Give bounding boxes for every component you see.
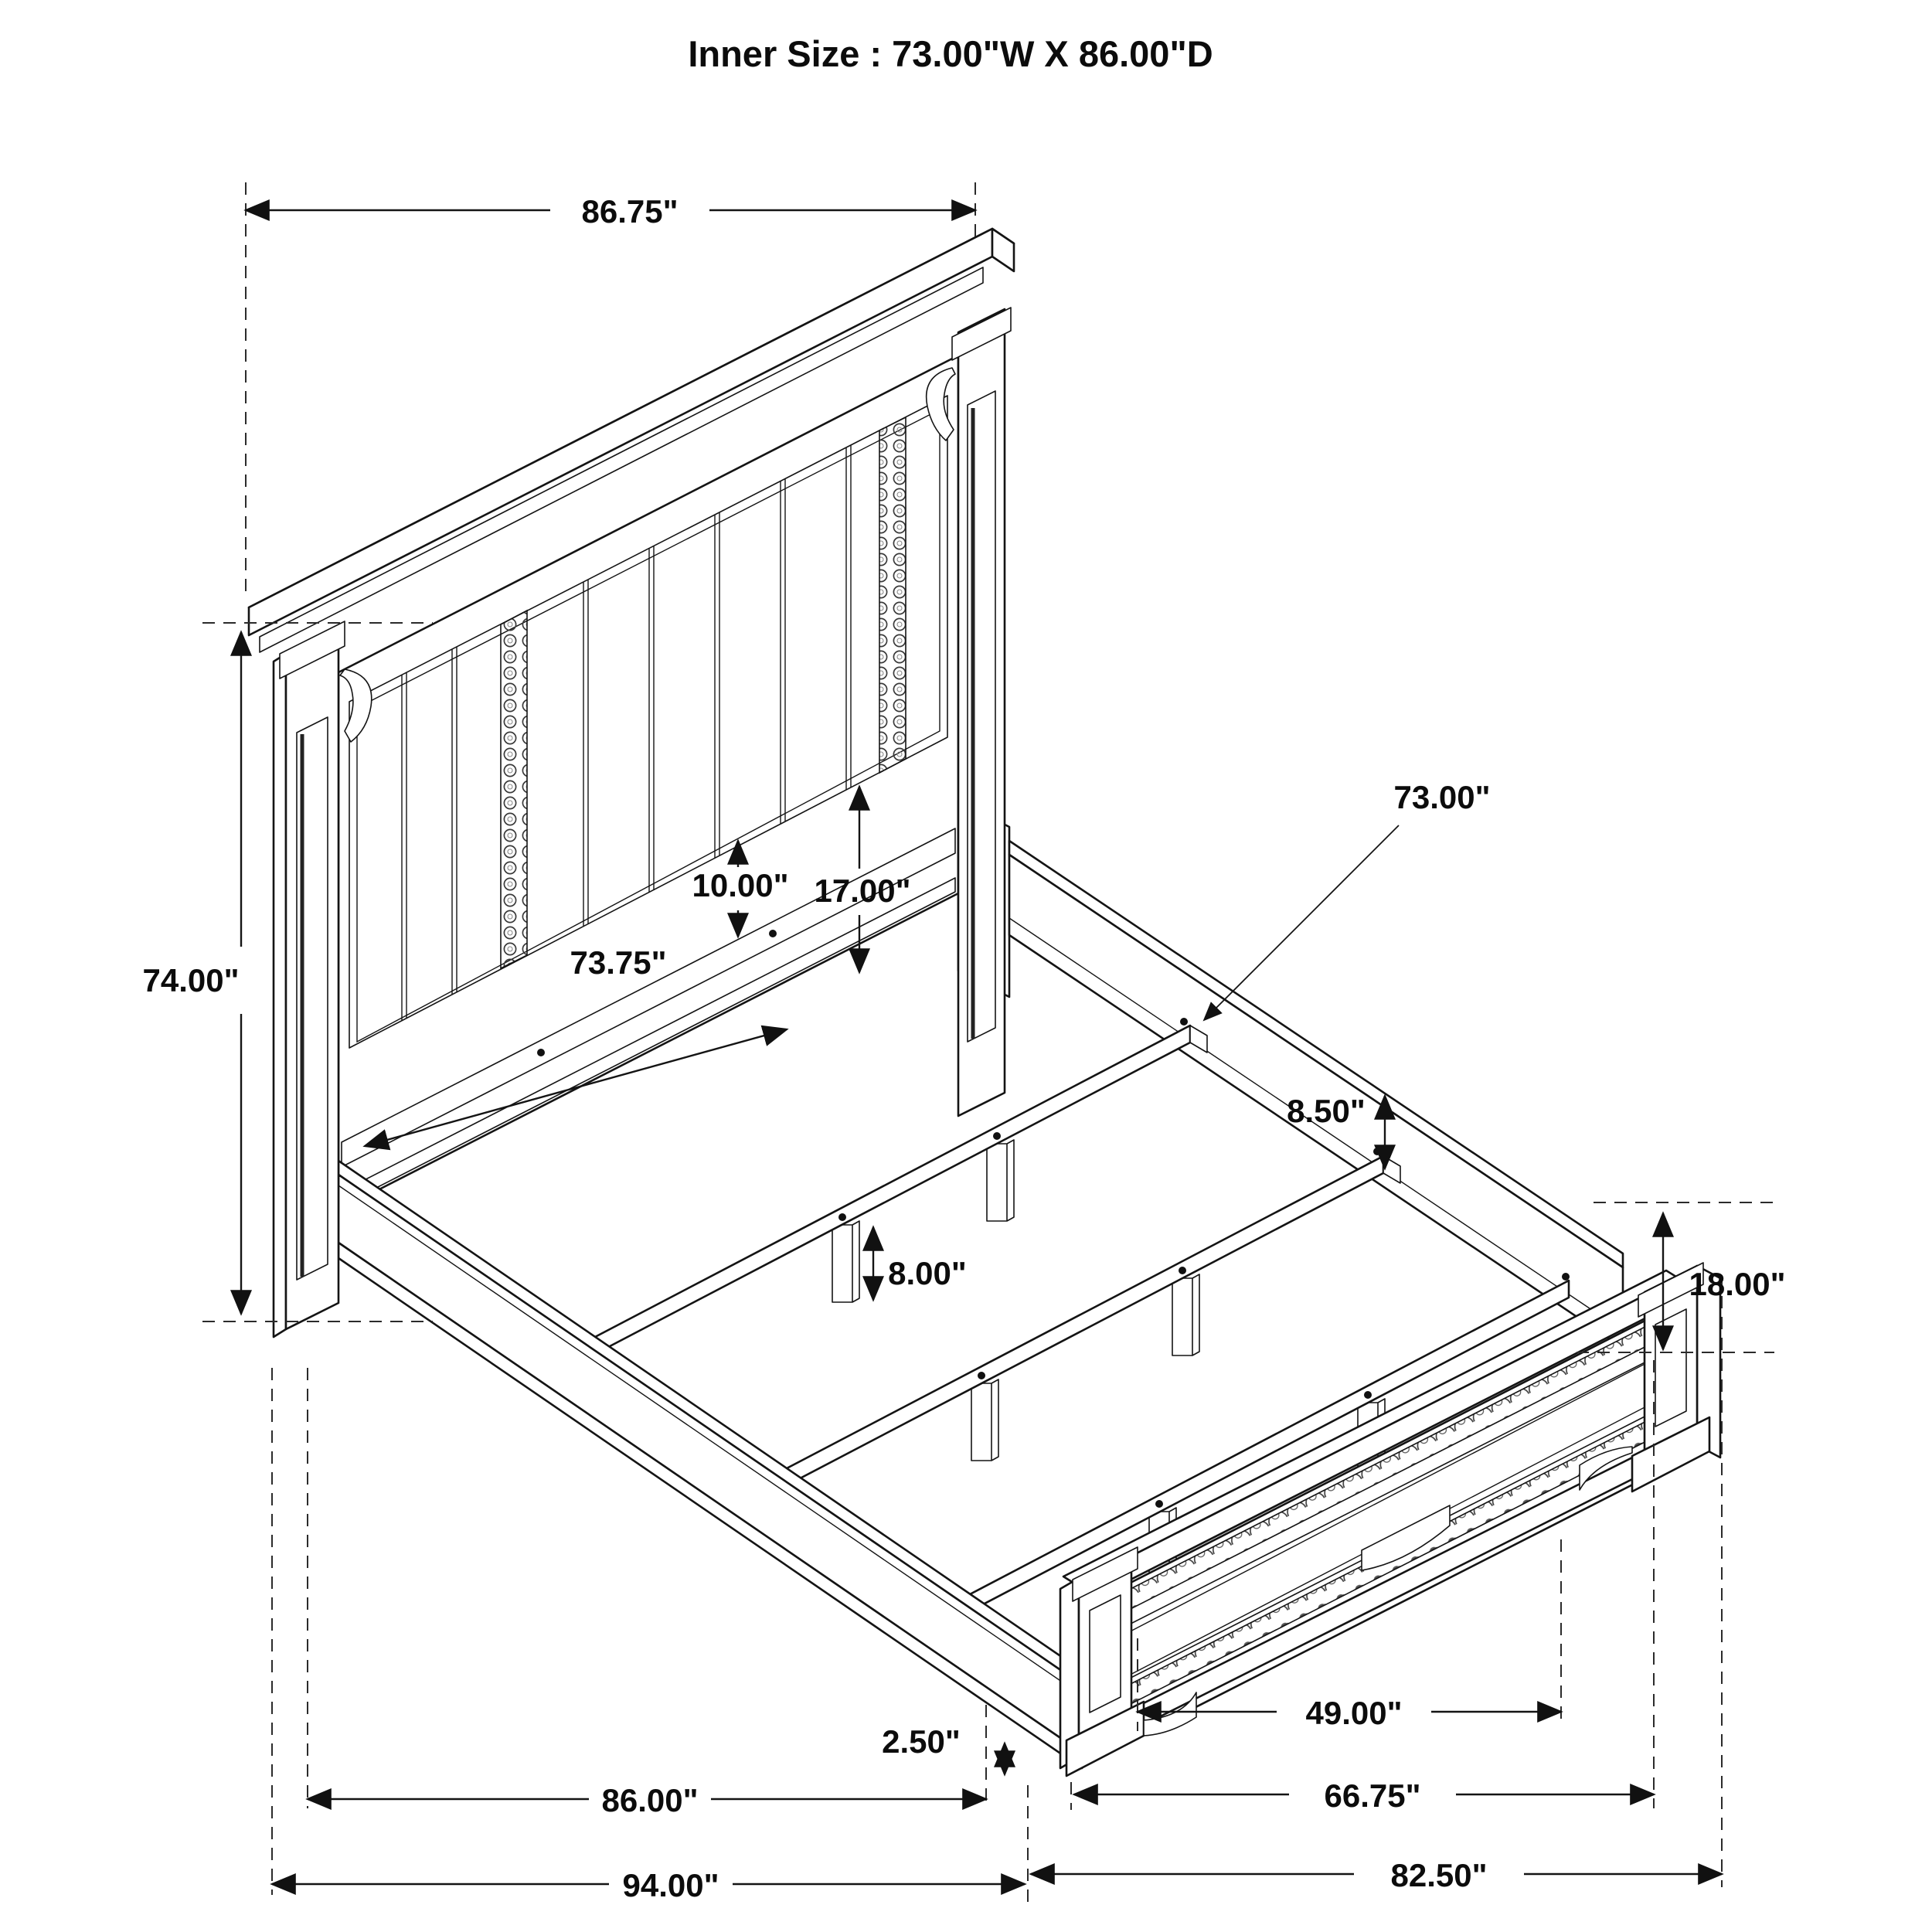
dim-label-cleat-to-rail: 17.00": [814, 872, 911, 909]
dim-label-cleat-length: 73.75": [570, 944, 667, 981]
dim-cross-rail-length: [1204, 779, 1491, 1020]
headboard-rope-column-left: [501, 611, 527, 968]
headboard-rope-column-right: [879, 417, 906, 773]
dim-label-cross-rail-length: 73.00": [1393, 779, 1491, 815]
dim-label-frame-depth: 86.00": [601, 1782, 699, 1818]
dim-headboard-width: [246, 193, 975, 230]
dim-label-footboard-outer-width: 82.50": [1390, 1857, 1488, 1893]
dim-support-leg-height: [873, 1227, 967, 1300]
dim-footboard-inner-width: [1074, 1777, 1654, 1814]
dim-label-side-rail-height: 8.50": [1287, 1093, 1366, 1129]
dim-label-footboard-inner-width: 66.75": [1324, 1777, 1421, 1814]
diagram-title: Inner Size : 73.00"W X 86.00"D: [688, 33, 1213, 74]
dim-label-foot-base-height: 2.50": [882, 1723, 961, 1760]
dim-headboard-height: [142, 632, 241, 1314]
dim-label-headboard-width: 86.75": [581, 193, 679, 230]
dim-total-depth: [272, 1867, 1025, 1903]
dim-label-total-depth: 94.00": [622, 1867, 719, 1903]
dim-label-footboard-panel-width: 49.00": [1305, 1695, 1403, 1731]
right-side-rail: [958, 801, 1623, 1348]
dim-label-footboard-height: 18.00": [1689, 1266, 1786, 1302]
left-side-rail: [338, 1161, 1082, 1768]
dim-frame-depth: [308, 1782, 986, 1818]
dim-label-headboard-height: 74.00": [142, 962, 240, 998]
dim-footboard-outer-width: [1031, 1857, 1722, 1893]
dim-label-panel-to-cleat: 10.00": [692, 867, 789, 903]
dim-label-support-leg-height: 8.00": [888, 1255, 967, 1291]
